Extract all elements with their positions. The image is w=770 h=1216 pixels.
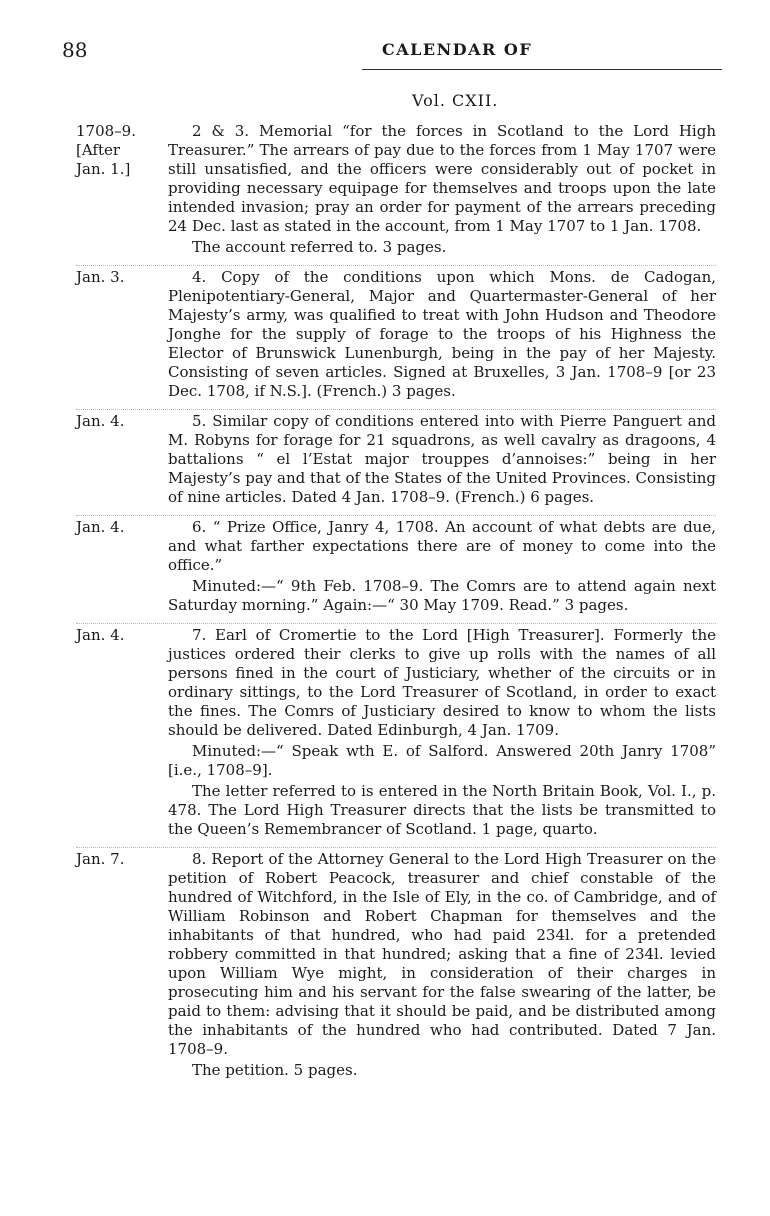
entry-paragraph: The letter referred to is entered in the North Britain Book, Vol. I., p. 478. The Lord High Treasurer directs that the lists be transmitted to the Queen’s Remembrancer of Scotland. 1 page, quarto.: [168, 782, 716, 838]
entry-body: [168, 850, 716, 1082]
entry-paragraph: 2 & 3. Memorial “for the forces in Scotland to the Lord High Treasurer.” The arrears of pay due to the forces from 1 May 1707 were still unsatisfied, and the officers were considerably out of pocket in providing necessary equipage for themselves and troops upon the late intended invasion; pray an order for payment of the arrears preceding 24 Dec. last as stated in the account, from 1 May 1707 to 1 Jan. 1708.: [168, 122, 716, 235]
entry-date: [76, 626, 168, 841]
date-line: Jan. 4.: [76, 518, 125, 536]
volume-heading: Vol. CXII.: [412, 91, 499, 110]
calendar-entries: [76, 120, 716, 1088]
calendar-entry: [76, 266, 716, 410]
entry-paragraph: Minuted:—“ 9th Feb. 1708–9. The Comrs are to attend again next Saturday morning.” Again:—“ 30 May 1709. Read.” 3 pages.: [168, 577, 716, 614]
entry-body: [168, 518, 716, 617]
entry-body: [168, 412, 716, 509]
date-line: 1708–9.: [76, 122, 136, 140]
entry-body: [168, 122, 716, 259]
entry-date: [76, 412, 168, 509]
entry-date: [76, 518, 168, 617]
entry-paragraph: 4. Copy of the conditions upon which Mons. de Cadogan, Plenipotentiary-General, Major and Quartermaster-General of her Majesty’s army, was qualified to treat with John Hudson and Theodore Jonghe for the supply of forage to the troops of his Highness the Elector of Brunswick Lunenburgh, being in the pay of her Majesty. Consisting of seven articles. Signed at Bruxelles, 3 Jan. 1708–9 [or 23 Dec. 1708, if N.S.]. (French.) 3 pages.: [168, 268, 716, 400]
date-line: Jan. 7.: [76, 850, 125, 868]
date-line: Jan. 4.: [76, 626, 125, 644]
entry-paragraph: 6. “ Prize Office, Janry 4, 1708. An account of what debts are due, and what farther expectations there are of money to come into the office.”: [168, 518, 716, 574]
entry-date: [76, 850, 168, 1082]
entry-date: [76, 268, 168, 403]
header-rule: [362, 69, 722, 70]
entry-paragraph: 5. Similar copy of conditions entered into with Pierre Panguert and M. Robyns for forage for 21 squadrons, as well cavalry as dragoons, 4 battalions “ el l’Estat major trouppes d’annoises:” being in her Majesty’s pay and that of the States of the United Provinces. Consisting of nine articles. Dated 4 Jan. 1708–9. (French.) 6 pages.: [168, 412, 716, 506]
date-line: Jan. 3.: [76, 268, 125, 286]
calendar-entry: [76, 120, 716, 266]
calendar-entry: [76, 624, 716, 848]
entry-paragraph: 7. Earl of Cromertie to the Lord [High Treasurer]. Formerly the justices ordered their clerks to give up rolls with the names of all persons fined in the court of Justiciary, whether of the circuits or in ordinary sittings, to the Lord Treasurer of Scotland, in order to exact the fines. The Comrs of Justiciary desired to know to whom the lists should be delivered. Dated Edinburgh, 4 Jan. 1709.: [168, 626, 716, 739]
entry-paragraph: 8. Report of the Attorney General to the Lord High Treasurer on the petition of Robert Peacock, treasurer and chief constable of the hundred of Witchford, in the Isle of Ely, in the co. of Cambridge, and of William Robinson and Robert Chapman for themselves and the inhabitants of that hundred, who had paid 234l. for a pretended robbery committed in that hundred; asking that a fine of 234l. levied upon William Wye might, in consideration of their charges in prosecuting him and his servant for the false swearing of the latter, be paid to them: advising that it should be paid, and be distributed among the inhabitants of the hundred who had contributed. Dated 7 Jan. 1708–9.: [168, 850, 716, 1058]
calendar-entry: [76, 516, 716, 624]
entry-date: [76, 122, 168, 259]
entry-body: [168, 626, 716, 841]
date-line: Jan. 4.: [76, 412, 125, 430]
entry-paragraph: Minuted:—“ Speak wth E. of Salford. Answered 20th Janry 1708” [i.e., 1708–9].: [168, 742, 716, 779]
page-number: 88: [62, 38, 88, 62]
calendar-entry: [76, 410, 716, 516]
calendar-entry: [76, 848, 716, 1088]
entry-paragraph: The account referred to. 3 pages.: [192, 238, 447, 256]
page-header: [62, 38, 722, 68]
entry-body: [168, 268, 716, 403]
running-title: CALENDAR OF: [382, 40, 533, 59]
date-line: [After: [76, 141, 121, 159]
entry-paragraph: The petition. 5 pages.: [192, 1061, 358, 1079]
date-line: Jan. 1.]: [76, 160, 131, 178]
